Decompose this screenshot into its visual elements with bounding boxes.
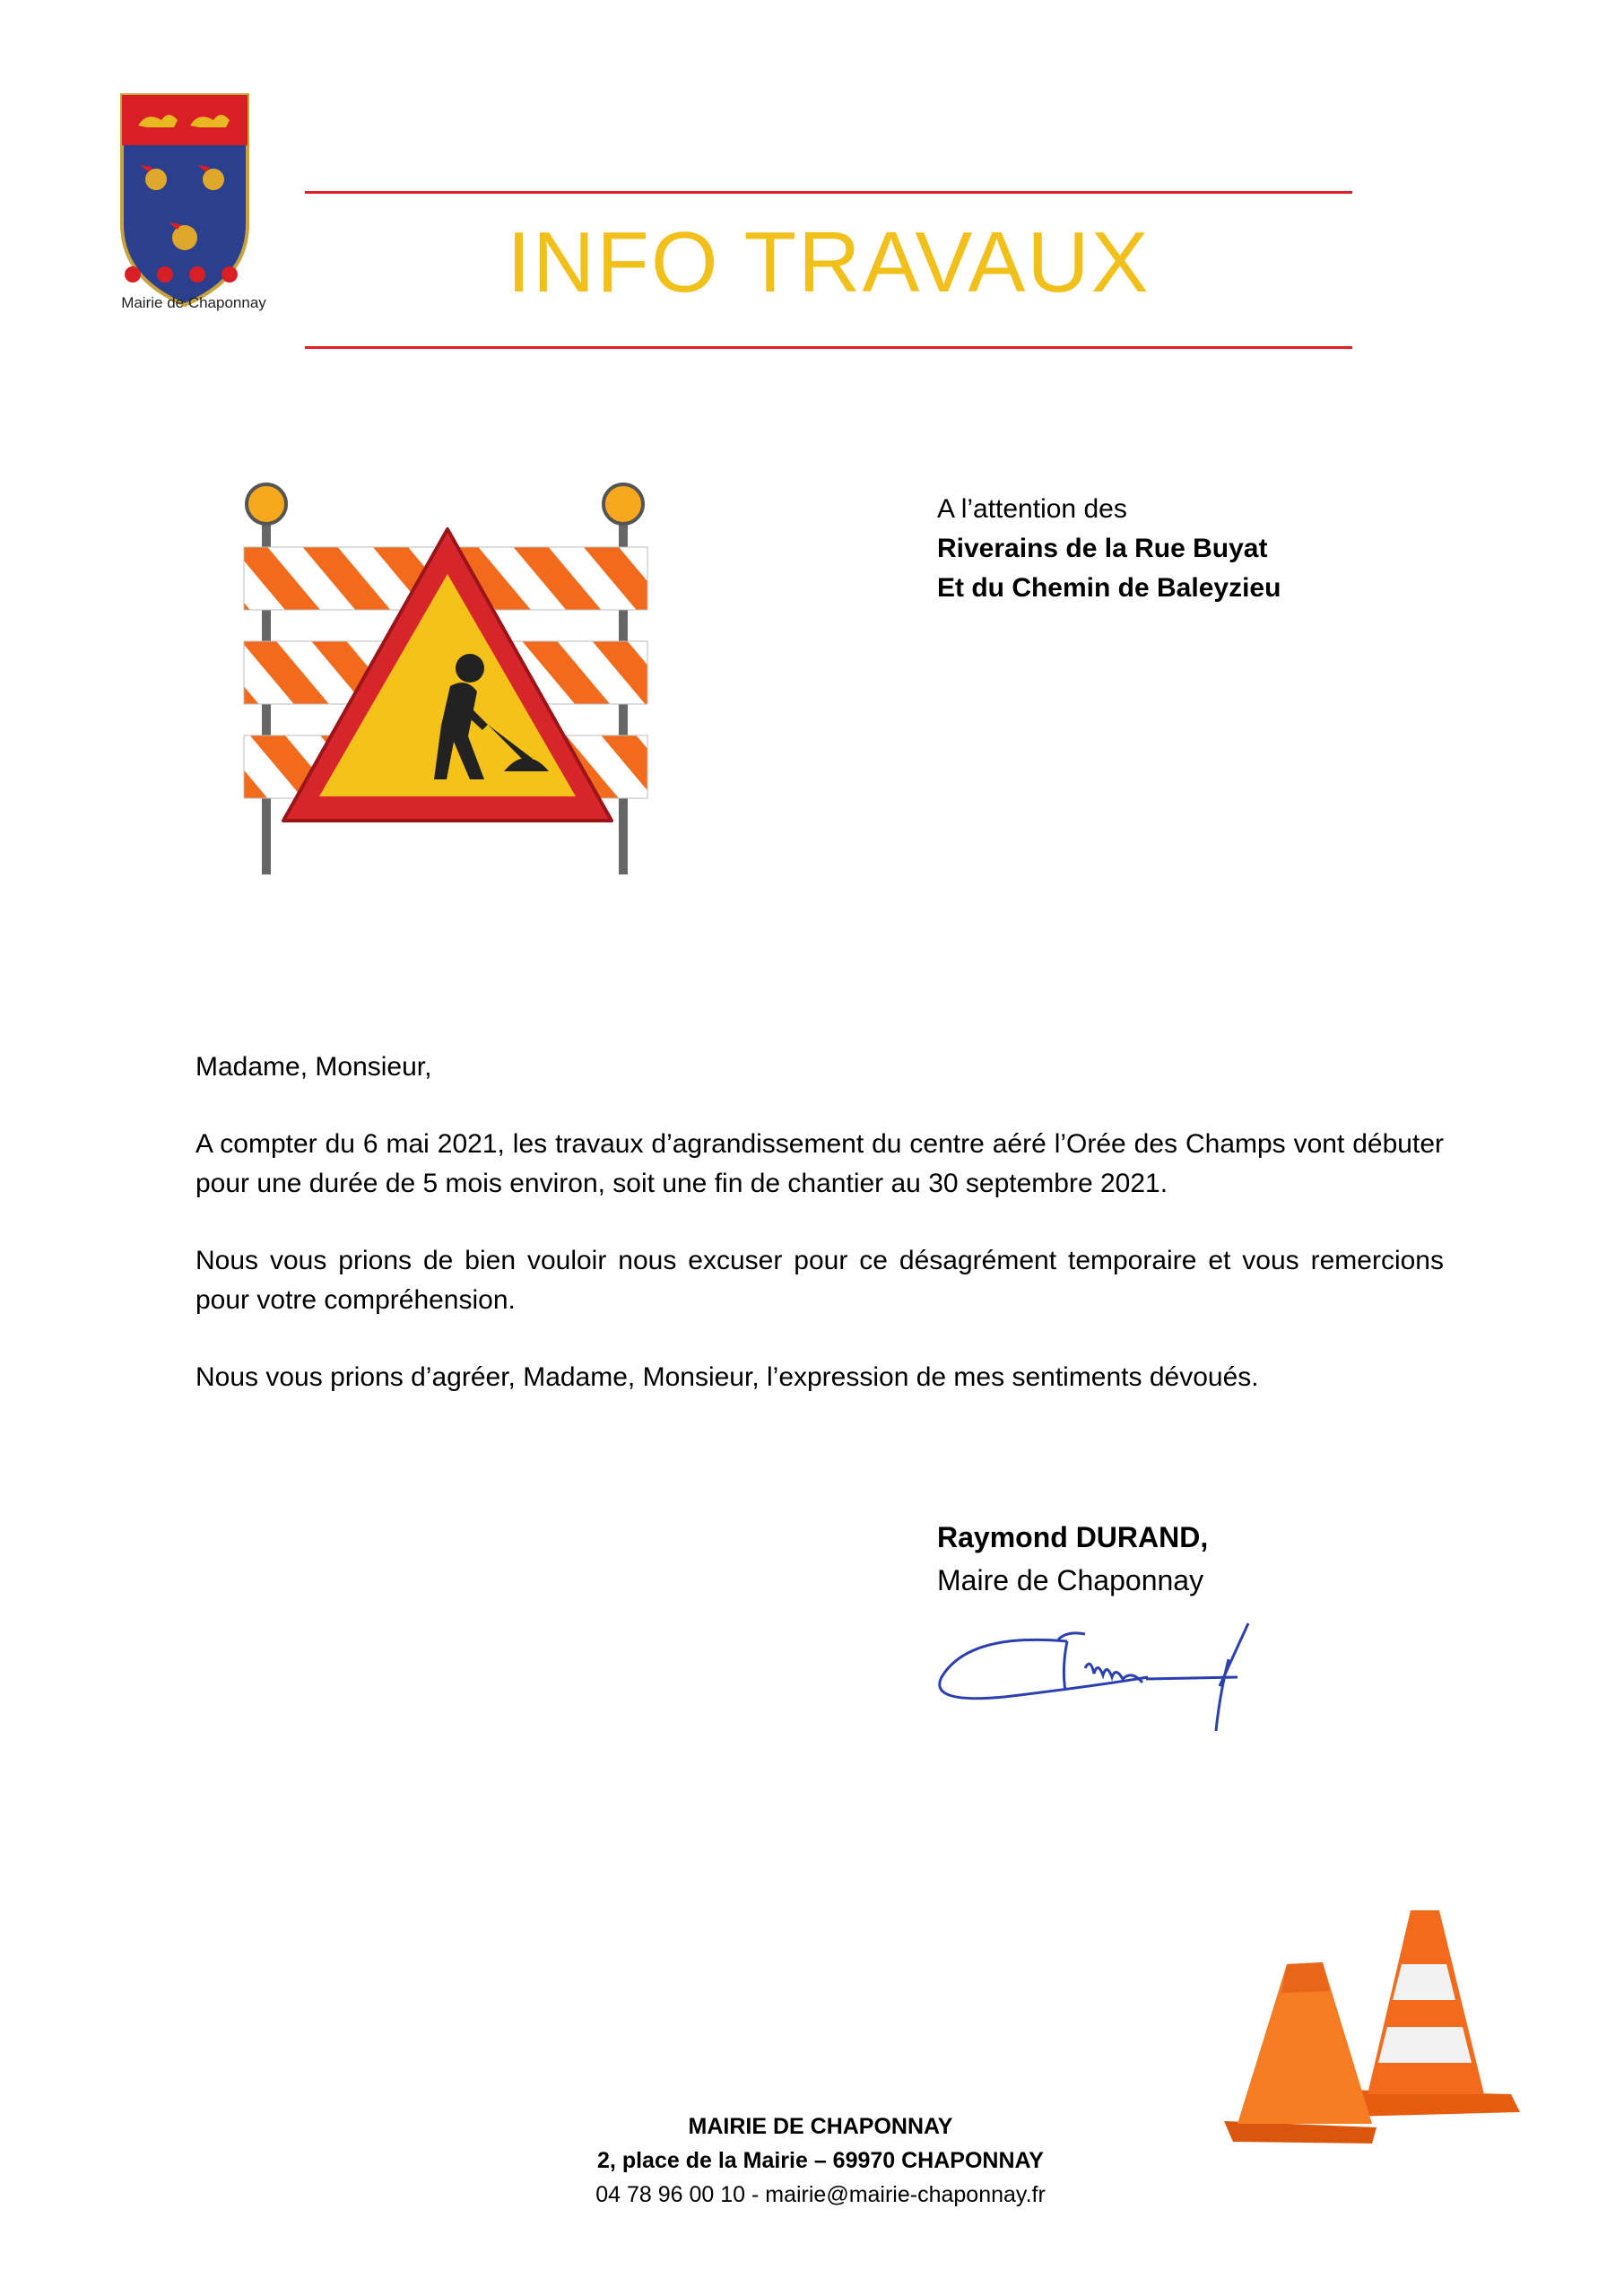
footer-contact: 04 78 96 00 10 - mairie@mairie-chaponnay.fr	[595, 2182, 1046, 2207]
footer-address: 2, place de la Mairie – 69970 CHAPONNAY	[597, 2148, 1044, 2173]
roadwork-barrier-illustration	[235, 466, 656, 879]
recipient-line-3: Et du Chemin de Baleyzieu	[937, 573, 1281, 603]
logo-caption: Mairie de Chaponnay	[121, 294, 266, 311]
paragraph-1: A compter du 6 mai 2021, les travaux d’agrandissement du centre aéré l’Orée des Champs vont débuter pour une durée de 5 mois environ, soit une fin de chantier au 30 septembre 2021.	[195, 1129, 1444, 1198]
signatory-title: Maire de Chaponnay	[937, 1564, 1204, 1596]
letter-body	[195, 1048, 1444, 1435]
paragraph-2: Nous vous prions de bien vouloir nous excuser pour ce désagrément temporaire et vous remercions pour votre compréhension.	[195, 1246, 1444, 1315]
signatory-block	[937, 1516, 1208, 1602]
recipient-block	[937, 490, 1281, 608]
coat-of-arms-logo	[113, 90, 274, 314]
recipient-line-1: A l’attention des	[937, 494, 1127, 524]
closing-paragraph: Nous vous prions d’agréer, Madame, Monsieur, l’expression de mes sentiments dévoués.	[195, 1362, 1259, 1392]
traffic-cones-illustration	[1215, 1892, 1538, 2144]
salutation: Madame, Monsieur,	[195, 1052, 432, 1082]
handwritten-signature	[933, 1614, 1291, 1731]
signatory-name: Raymond DURAND,	[937, 1521, 1209, 1553]
footer	[448, 2109, 1193, 2212]
header-rule-top	[305, 191, 1352, 194]
footer-org: MAIRIE DE CHAPONNAY	[688, 2114, 953, 2139]
page-title: INFO TRAVAUX	[507, 214, 1151, 310]
recipient-line-2: Riverains de la Rue Buyat	[937, 534, 1268, 563]
header-rule-bottom	[305, 346, 1352, 349]
